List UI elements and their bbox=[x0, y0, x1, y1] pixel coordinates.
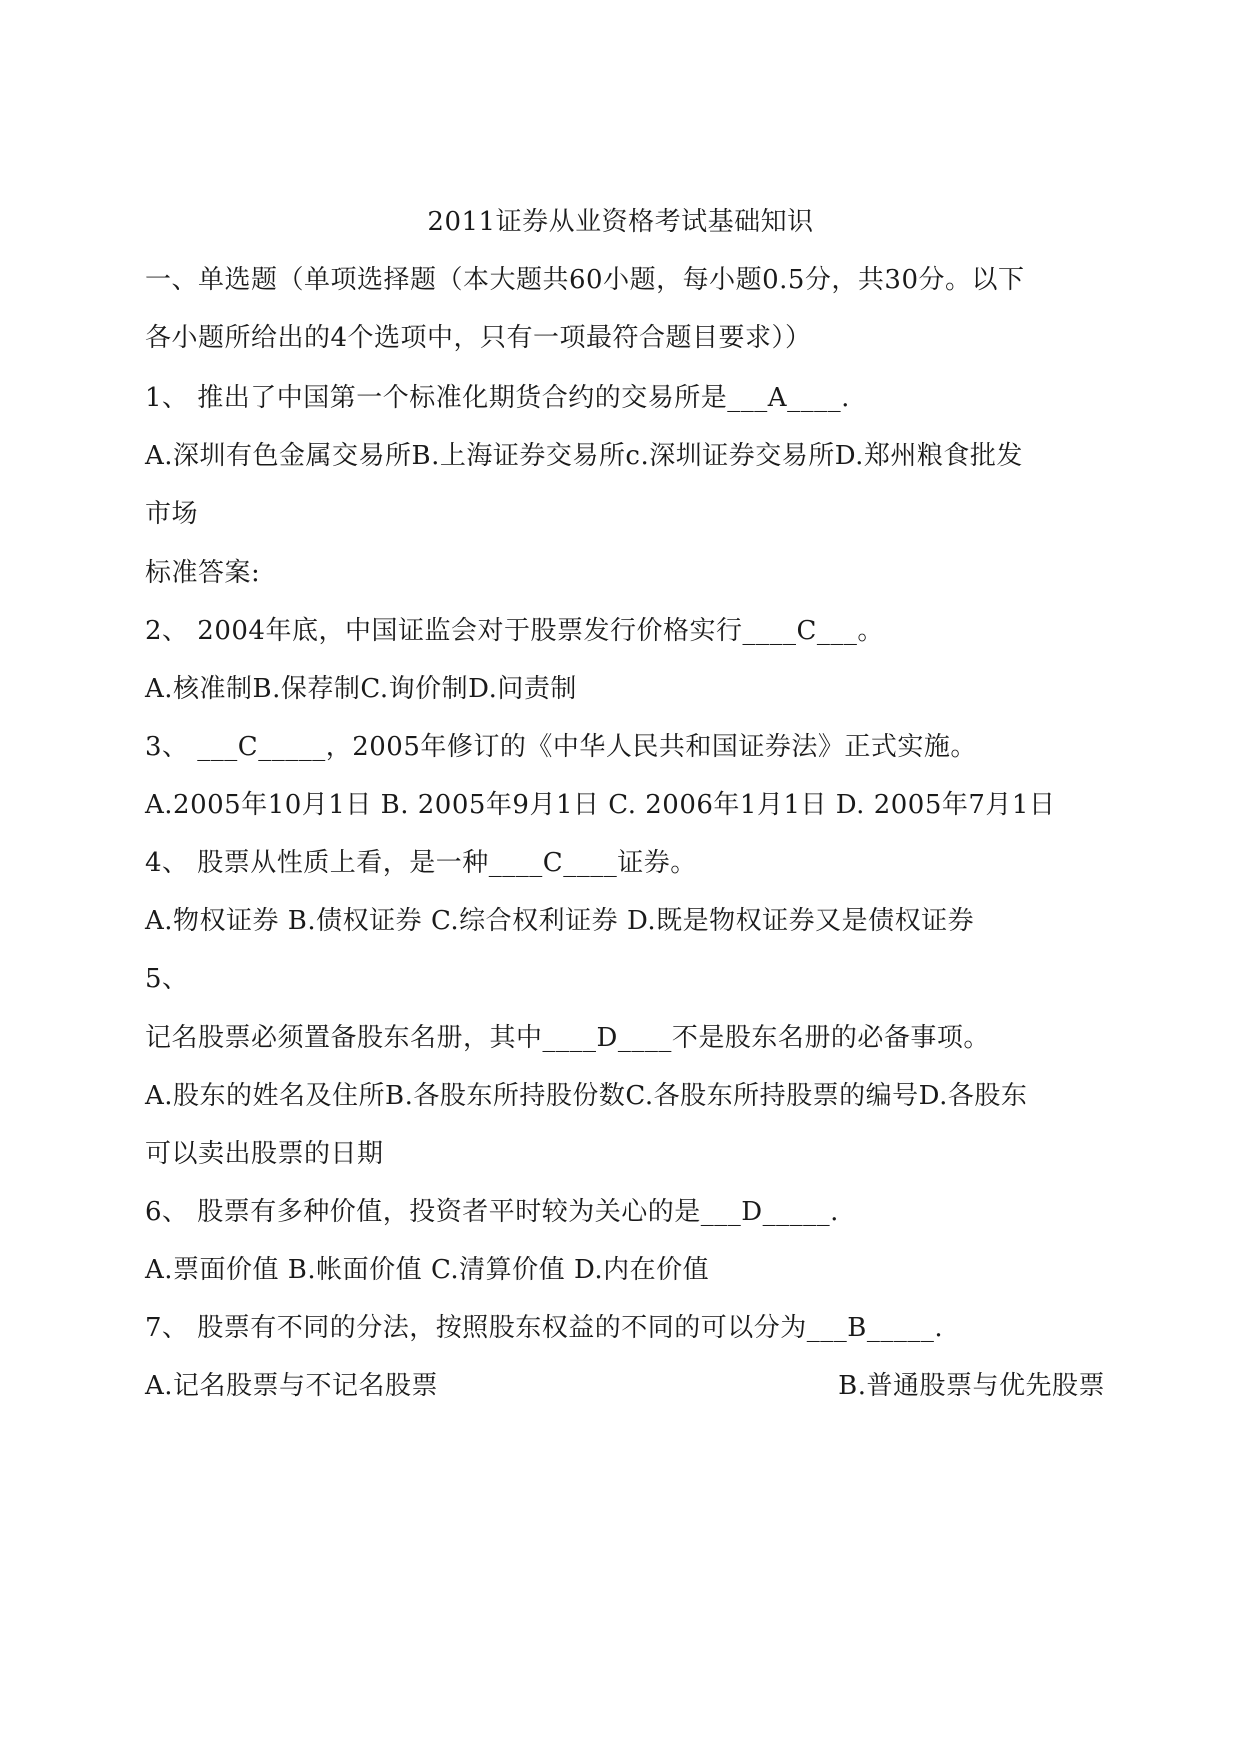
question-7-stem: 7、 股票有不同的分法，按照股东权益的不同的可以分为___B_____. bbox=[145, 1313, 944, 1343]
question-1-options-line-2: 市场 bbox=[145, 499, 199, 529]
question-3-stem: 3、 ___C_____，2005年修订的《中华人民共和国证券法》正式实施。 bbox=[145, 732, 977, 762]
question-6-stem: 6、 股票有多种价值，投资者平时较为关心的是___D_____. bbox=[145, 1197, 839, 1227]
section-heading-line-2: 各小题所给出的4个选项中，只有一项最符合题目要求）） bbox=[145, 323, 812, 353]
question-5-options-line-1: A.股东的姓名及住所B.各股东所持股份数C.各股东所持股票的编号D.各股东 bbox=[145, 1081, 1028, 1111]
question-1-options-line-1: A.深圳有色金属交易所B.上海证券交易所c.深圳证券交易所D.郑州粮食批发 bbox=[145, 441, 1023, 471]
question-6-options: A.票面价值 B.帐面价值 C.清算价值 D.内在价值 bbox=[145, 1255, 710, 1285]
question-7-option-b: B.普通股票与优先股票 bbox=[838, 1371, 1105, 1401]
question-1-answer-label: 标准答案: bbox=[145, 558, 261, 588]
question-2-options: A.核准制B.保荐制C.询价制D.问责制 bbox=[145, 674, 577, 704]
question-5-number: 5、 bbox=[145, 964, 189, 994]
document-title: 2011证券从业资格考试基础知识 bbox=[427, 207, 814, 237]
question-2-stem: 2、 2004年底，中国证监会对于股票发行价格实行____C___。 bbox=[145, 616, 884, 646]
question-5-options-line-2: 可以卖出股票的日期 bbox=[145, 1139, 384, 1169]
question-5-stem: 记名股票必须置备股东名册，其中____D____不是股东名册的必备事项。 bbox=[145, 1023, 990, 1053]
question-7-option-a: A.记名股票与不记名股票 bbox=[145, 1371, 439, 1401]
section-heading-line-1: 一、单选题（单项选择题（本大题共60小题，每小题0.5分，共30分。以下 bbox=[145, 265, 1025, 295]
question-1-stem: 1、 推出了中国第一个标准化期货合约的交易所是___A____. bbox=[145, 383, 850, 413]
question-4-stem: 4、 股票从性质上看，是一种____C____证券。 bbox=[145, 848, 697, 878]
question-3-options: A.2005年10月1日 B. 2005年9月1日 C. 2006年1月1日 D. 2005年7月1日 bbox=[145, 790, 1056, 820]
question-4-options: A.物权证券 B.债权证券 C.综合权利证券 D.既是物权证券又是债权证券 bbox=[145, 906, 975, 936]
question-7-options bbox=[145, 1369, 1105, 1403]
